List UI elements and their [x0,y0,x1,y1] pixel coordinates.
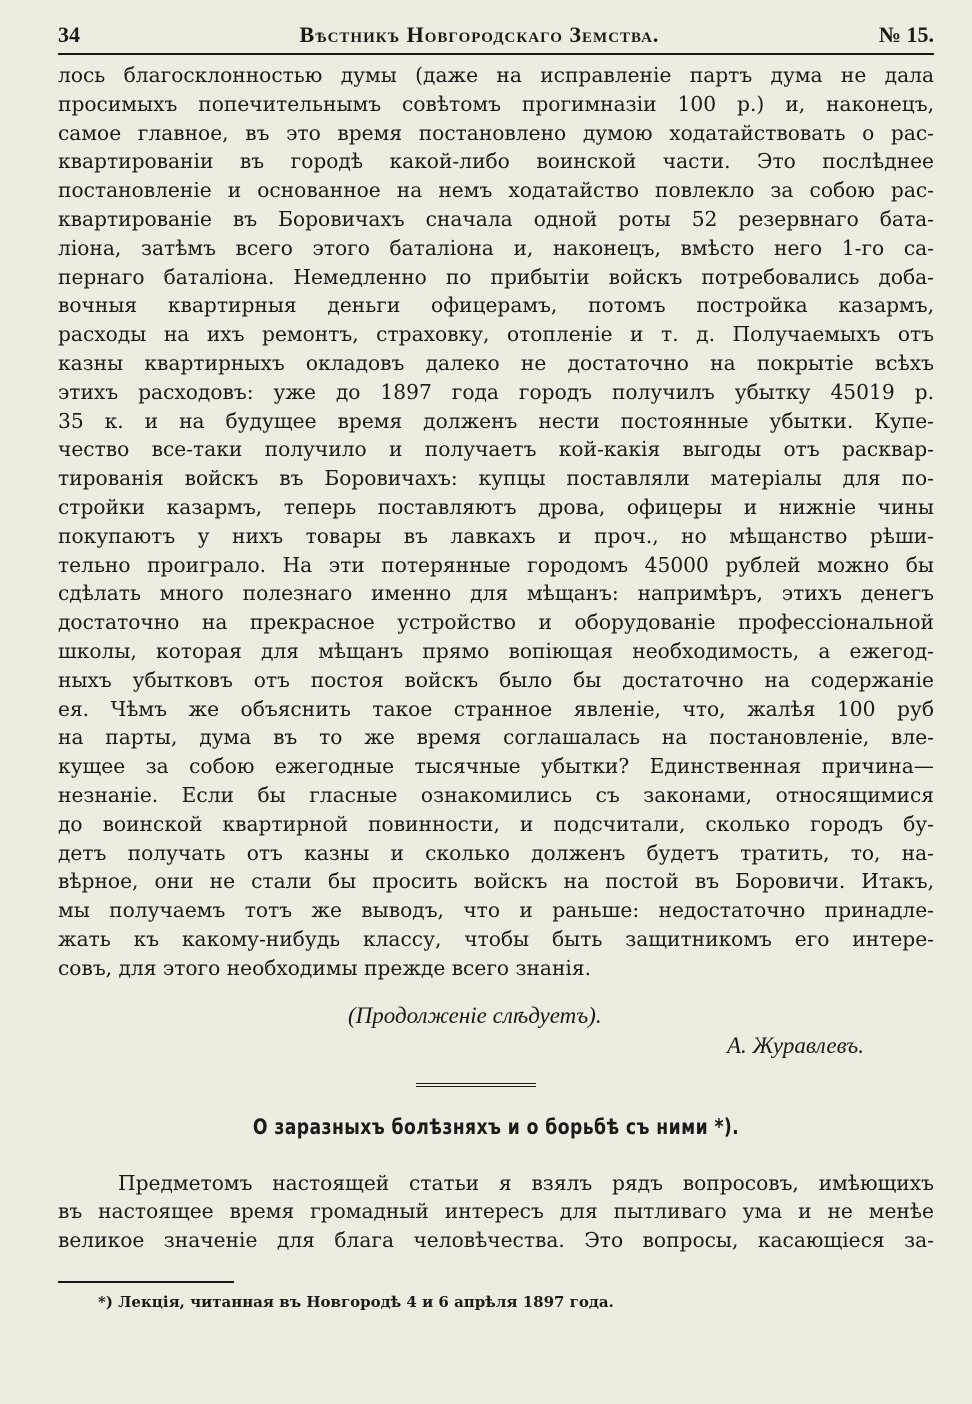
text-line: пернаго баталіона. Немедленно по прибытіи войскъ потребовались доба- [58,264,934,289]
text-line: ея. Чѣмъ же объяснить такое странное явленіе, что, жалѣя 100 руб [58,696,934,721]
section-divider-ornament [416,1083,536,1087]
text-line: въ настоящее время громадный интересъ для пытливаго ума и не менѣе [58,1199,934,1224]
journal-title: Вѣстникъ Новгородскаго Земства. [299,22,660,47]
text-line: стройки казармъ, теперь поставляютъ дрова, офицеры и нижніе чины [58,494,934,519]
text-line: постановленіе и основанное на немъ ходатайство повлекло за собою рас- [58,178,934,203]
text-line: мы получаемъ тотъ же выводъ, что и раньше: недостаточно принадле- [58,898,934,923]
text-line: вѣрное, они не стали бы просить войскъ на постой въ Боровичи. Итакъ, [58,869,934,894]
text-line: тельно проиграло. На эти потерянные городомъ 45000 рублей можно бы [58,552,934,577]
author-signature: А. Журавлевъ. [726,1032,864,1058]
text-line: незнаніе. Если бы гласные ознакомились съ законами, относящимися [58,782,934,807]
text-line: этихъ расходовъ: уже до 1897 года городъ получилъ убытку 45019 р. [58,379,934,404]
issue-number: № 15. [878,22,934,47]
text-line: лось благосклонностью думы (даже на исправленіе партъ дума не дала [58,63,934,87]
text-line: просимыхъ попечительнымъ совѣтомъ прогимназіи 100 р.) и, наконецъ, [58,91,934,116]
text-line: сдѣлать много полезнаго именно для мѣщанъ: напримѣръ, этихъ денегъ [58,581,934,606]
text-line: детъ получать отъ казны и сколько долженъ будетъ тратить, то, на- [58,840,934,865]
text-line: расходы на ихъ ремонтъ, страховку, отопленіе и т. д. Получаемыхъ отъ [58,322,934,347]
text-line: на парты, дума въ то же время соглашалась на постановленіе, вле- [58,725,934,750]
text-line: покупаютъ у нихъ товары въ лавкахъ и проч., но мѣщанство рѣши- [58,523,934,548]
section-title: О заразныхъ болѣзняхъ и о борьбѣ съ ними *). [252,1114,740,1139]
footnote-rule [58,1281,234,1283]
text-line: кущее за собою ежегодные тысячные убытки? Единственная причина— [58,754,934,779]
page-number: 34 [58,22,80,47]
text-line: ныхъ убытковъ отъ постоя войскъ было бы достаточно на содержаніе [58,667,934,692]
text-line: 35 к. и на будущее время долженъ нести постоянные убытки. Купе- [58,408,934,433]
text-line: квартированіи въ городѣ какой-либо воинской части. Это послѣднее [58,149,934,174]
text-line: тированія войскъ въ Боровичахъ: купцы поставляли матеріалы для по- [58,466,934,491]
text-line: казны квартирныхъ окладовъ далеко не достаточно на покрытіе всѣхъ [58,350,934,375]
text-line: чество все-таки получило и получаетъ кой-какія выгоды отъ расквар- [58,437,934,462]
text-line: самое главное, въ это время постановлено думою ходатайствовать о рас- [58,120,934,145]
text-line: вочныя квартирныя деньги офицерамъ, потомъ постройка казармъ, [58,293,934,318]
body-paragraph [58,61,934,983]
article-opening-paragraph [58,1169,934,1255]
signature-block [58,1003,934,1067]
text-line: Предметомъ настоящей статьи я взялъ рядъ вопросовъ, имѣющихъ [118,1170,934,1195]
text-line: совъ, для этого необходимы прежде всего знанія. [58,955,592,980]
text-line: школы, которая для мѣщанъ прямо вопіющая необходимость, а ежегод- [58,638,934,663]
footnote: *) Лекція, читанная въ Новгородѣ 4 и 6 апрѣля 1897 года. [98,1292,614,1311]
text-line: великое значеніе для блага человѣчества. Это вопросы, касающіеся за- [58,1228,934,1253]
text-line: достаточно на прекрасное устройство и оборудованіе професcіональной [58,610,934,635]
text-line: квартированіе въ Боровичахъ сначала одной роты 52 резервнаго бата- [58,206,934,231]
continued-note: (Продолженіе слѣдуетъ). [348,1002,602,1028]
running-header [58,22,934,55]
text-line: жать къ какому-нибудь классу, чтобы быть защитникомъ его интере- [58,926,934,951]
text-line: ліона, затѣмъ всего этого баталіона и, наконецъ, вмѣсто него 1-го са- [58,235,934,260]
text-line: до воинской квартирной повинности, и подсчитали, сколько городъ бу- [58,811,934,836]
